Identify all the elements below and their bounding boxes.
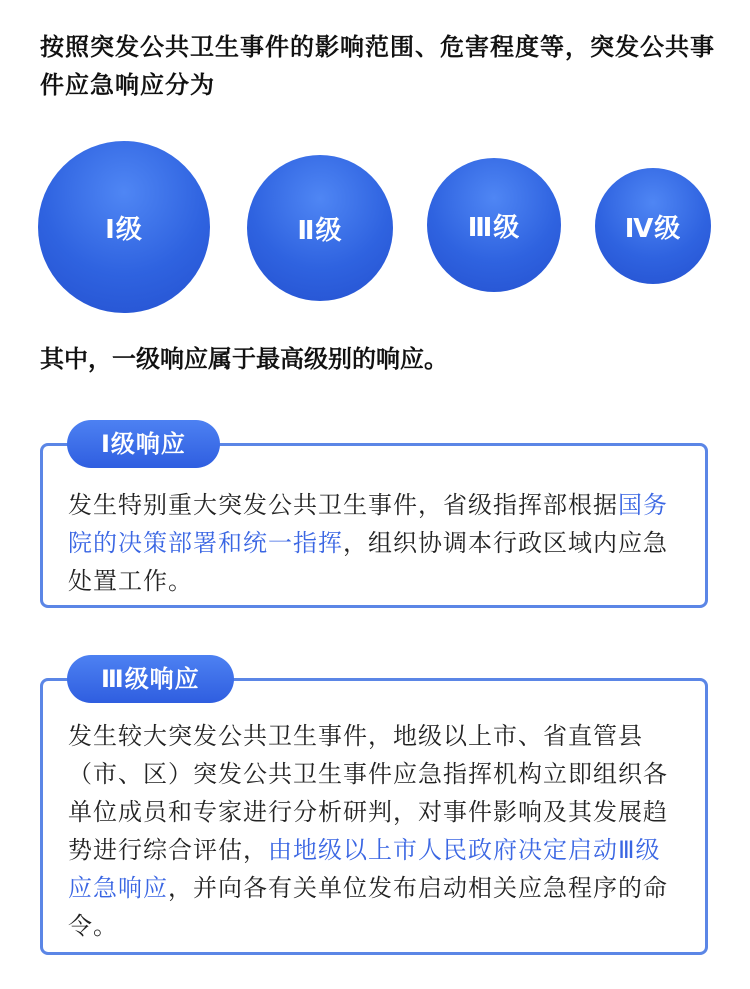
level-3-circle (427, 158, 561, 292)
level-1-response-text (68, 486, 683, 600)
intro-text: 按照突发公共卫生事件的影响范围、危害程度等，突发公共事件应急响应分为 (40, 33, 715, 99)
level-3-label: Ⅲ级 (467, 212, 521, 243)
level-2-label: Ⅱ级 (297, 215, 343, 246)
level-3-text-after: ，并向各有关单位发布启动相关应急程序的命令。 (68, 874, 668, 940)
level-3-text-before: 发生较大突发公共卫生事件，地级以上市、省直管县（市、区）突发公共卫生事件应急指挥机构立即组织各单位成员和专家进行分析研判，对事件影响及其发展趋势进行综合评估， (68, 722, 668, 864)
level-1-response-tag: Ⅰ级响应 (67, 420, 220, 468)
level-4-label: Ⅳ级 (624, 213, 682, 244)
level-4-circle (595, 168, 711, 284)
level-3-response-card (40, 665, 708, 955)
level-1-text-before: 发生特别重大突发公共卫生事件，省级指挥部根据 (68, 491, 618, 519)
level-3-response-tag: Ⅲ级响应 (67, 655, 234, 703)
level-1-text-highlight: 国务院的决策部署和统一指挥 (68, 491, 668, 557)
response-levels (0, 0, 750, 320)
level-1-label: Ⅰ级 (105, 214, 143, 245)
level-1-circle (38, 141, 210, 313)
highest-level-note: 其中，一级响应属于最高级别的响应。 (40, 345, 448, 373)
level-1-response-card (40, 430, 708, 608)
level-2-circle (247, 155, 393, 301)
level-3-text-highlight: 由地级以上市人民政府决定启动Ⅲ级应急响应 (68, 836, 661, 902)
level-1-text-after: ，组织协调本行政区域内应急处置工作。 (68, 529, 668, 595)
level-3-response-text (68, 717, 683, 945)
